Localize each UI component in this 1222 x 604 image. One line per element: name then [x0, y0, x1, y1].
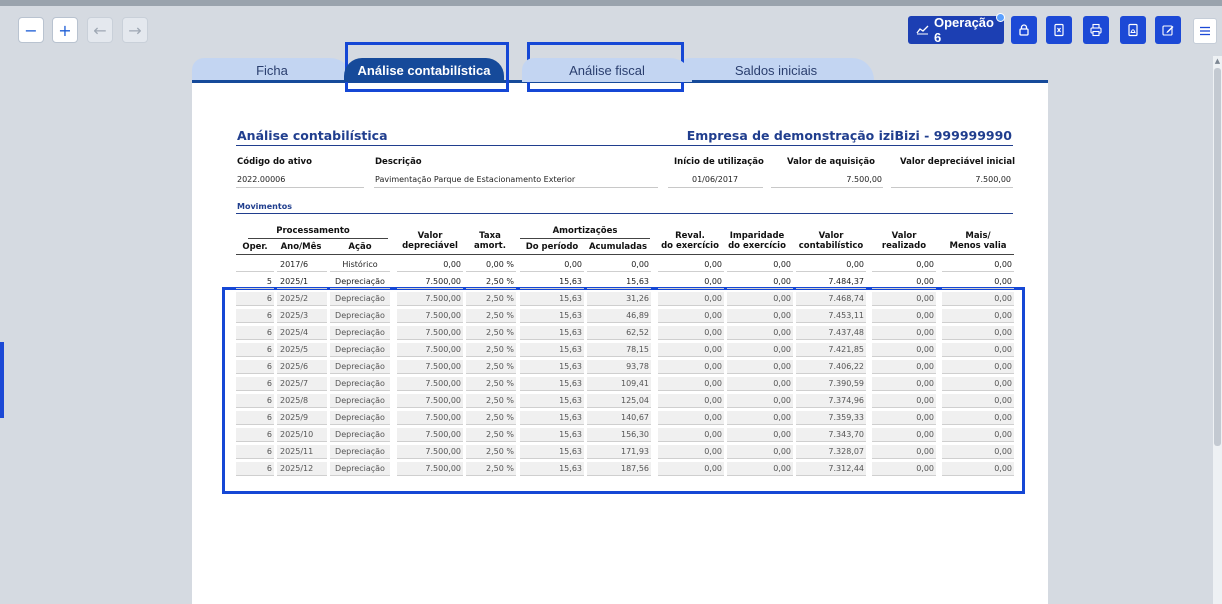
col-reval: Reval. do exercício — [661, 231, 719, 251]
cell-imparidade: 0,00 — [727, 394, 793, 408]
movements-divider — [236, 213, 1013, 214]
cell-anomes: 2025/6 — [277, 360, 327, 374]
cell-taxa: 2,50 % — [466, 292, 516, 306]
cell-taxa: 2,50 % — [466, 343, 516, 357]
cell-realizado: 0,00 — [872, 445, 936, 459]
cell-maismenos: 0,00 — [942, 326, 1014, 340]
top-frame-bar — [0, 0, 1222, 6]
table-row[interactable] — [236, 275, 1014, 290]
cell-oper: 6 — [236, 326, 274, 340]
cell-maismenos: 0,00 — [942, 377, 1014, 391]
cell-reval: 0,00 — [658, 292, 724, 306]
cell-reval: 0,00 — [658, 377, 724, 391]
cell-imparidade: 0,00 — [727, 360, 793, 374]
cell-contabilistico: 7.328,07 — [796, 445, 866, 459]
cell-valor-dep: 7.500,00 — [397, 343, 463, 357]
field-underline — [236, 187, 364, 188]
back-button[interactable]: ← — [87, 17, 113, 43]
col-group-rule — [248, 238, 388, 239]
cell-contabilistico: 7.390,59 — [796, 377, 866, 391]
cell-periodo: 15,63 — [520, 394, 584, 408]
cell-contabilistico: 7.453,11 — [796, 309, 866, 323]
scrollbar-thumb[interactable] — [1214, 68, 1221, 446]
cell-valor-dep: 7.500,00 — [397, 360, 463, 374]
excel-export-button[interactable] — [1046, 16, 1072, 44]
cell-valor-dep: 0,00 — [397, 258, 463, 272]
cell-oper: 6 — [236, 428, 274, 442]
zoom-in-button[interactable]: + — [52, 17, 78, 43]
field-underline — [668, 187, 763, 188]
col-valor-contabilistico: Valor contabilístico — [798, 231, 864, 251]
cell-reval: 0,00 — [658, 411, 724, 425]
zoom-out-button[interactable]: − — [18, 17, 44, 43]
cell-anomes: 2025/8 — [277, 394, 327, 408]
cell-anomes: 2025/7 — [277, 377, 327, 391]
cell-contabilistico: 7.484,37 — [796, 275, 866, 289]
table-row[interactable] — [236, 360, 1014, 375]
col-acao: Ação — [348, 242, 372, 252]
cell-oper: 6 — [236, 394, 274, 408]
cell-oper: 6 — [236, 411, 274, 425]
cell-taxa: 2,50 % — [466, 445, 516, 459]
cell-reval: 0,00 — [658, 343, 724, 357]
col-taxa: Taxa amort. — [474, 231, 506, 251]
cell-periodo: 0,00 — [520, 258, 584, 272]
cell-imparidade: 0,00 — [727, 411, 793, 425]
cell-imparidade: 0,00 — [727, 292, 793, 306]
cell-realizado: 0,00 — [872, 292, 936, 306]
cell-maismenos: 0,00 — [942, 445, 1014, 459]
cell-oper: 6 — [236, 292, 274, 306]
cell-oper: 6 — [236, 377, 274, 391]
cell-imparidade: 0,00 — [727, 377, 793, 391]
operation-button[interactable] — [908, 16, 1004, 44]
cell-valor-dep: 7.500,00 — [397, 275, 463, 289]
cell-acumuladas: 93,78 — [587, 360, 651, 374]
cell-oper: 6 — [236, 309, 274, 323]
col-valor-depreciavel: Valor depreciável — [402, 231, 458, 251]
cell-imparidade: 0,00 — [727, 428, 793, 442]
cell-realizado: 0,00 — [872, 343, 936, 357]
start-date-label: Início de utilização — [674, 157, 764, 167]
table-row[interactable] — [236, 445, 1014, 460]
cell-acumuladas: 125,04 — [587, 394, 651, 408]
col-oper: Oper. — [242, 242, 268, 252]
cell-valor-dep: 7.500,00 — [397, 292, 463, 306]
cell-contabilistico: 7.437,48 — [796, 326, 866, 340]
cell-realizado: 0,00 — [872, 377, 936, 391]
cell-imparidade: 0,00 — [727, 275, 793, 289]
cell-anomes: 2025/4 — [277, 326, 327, 340]
cell-acumuladas: 15,63 — [587, 275, 651, 289]
printer-icon — [1089, 23, 1103, 37]
cell-realizado: 0,00 — [872, 258, 936, 272]
cell-acao: Depreciação — [330, 292, 390, 306]
cell-reval: 0,00 — [658, 258, 724, 272]
asset-code-value: 2022.00006 — [237, 175, 286, 184]
cell-reval: 0,00 — [658, 428, 724, 442]
table-row[interactable] — [236, 258, 1014, 273]
cell-reval: 0,00 — [658, 394, 724, 408]
cell-periodo: 15,63 — [520, 428, 584, 442]
cell-periodo: 15,63 — [520, 462, 584, 476]
cell-contabilistico: 7.359,33 — [796, 411, 866, 425]
cell-maismenos: 0,00 — [942, 292, 1014, 306]
cell-acumuladas: 140,67 — [587, 411, 651, 425]
cell-contabilistico: 7.406,22 — [796, 360, 866, 374]
cell-imparidade: 0,00 — [727, 462, 793, 476]
cell-imparidade: 0,00 — [727, 445, 793, 459]
cell-valor-dep: 7.500,00 — [397, 394, 463, 408]
cell-valor-dep: 7.500,00 — [397, 309, 463, 323]
cell-maismenos: 0,00 — [942, 411, 1014, 425]
operation-label: Operação 6 — [934, 15, 994, 45]
start-date-value: 01/06/2017 — [692, 175, 739, 184]
company-name: Empresa de demonstração iziBizi - 999999990 — [686, 128, 1012, 143]
cell-oper: 6 — [236, 360, 274, 374]
col-do-periodo: Do período — [525, 242, 579, 252]
cell-taxa: 0,00 % — [466, 258, 516, 272]
cell-acao: Depreciação — [330, 343, 390, 357]
cell-reval: 0,00 — [658, 326, 724, 340]
chart-line-icon — [916, 23, 929, 38]
movements-title: Movimentos — [237, 202, 292, 211]
cell-taxa: 2,50 % — [466, 360, 516, 374]
cell-contabilistico: 7.343,70 — [796, 428, 866, 442]
cell-realizado: 0,00 — [872, 275, 936, 289]
cell-oper: 6 — [236, 462, 274, 476]
cell-acumuladas: 78,15 — [587, 343, 651, 357]
cell-anomes: 2025/5 — [277, 343, 327, 357]
title-divider — [236, 145, 1013, 146]
cell-acumuladas: 0,00 — [587, 258, 651, 272]
cell-valor-dep: 7.500,00 — [397, 445, 463, 459]
cell-acao: Depreciação — [330, 275, 390, 289]
cell-maismenos: 0,00 — [942, 394, 1014, 408]
excel-file-icon — [1052, 23, 1066, 37]
cell-periodo: 15,63 — [520, 360, 584, 374]
cell-anomes: 2017/6 — [277, 258, 327, 272]
table-row[interactable] — [236, 394, 1014, 409]
cell-acao: Depreciação — [330, 360, 390, 374]
cell-reval: 0,00 — [658, 462, 724, 476]
cell-maismenos: 0,00 — [942, 428, 1014, 442]
cell-acao: Depreciação — [330, 411, 390, 425]
table-row[interactable] — [236, 292, 1014, 307]
cell-anomes: 2025/12 — [277, 462, 327, 476]
cell-periodo: 15,63 — [520, 377, 584, 391]
side-panel-handle[interactable] — [0, 342, 4, 418]
cell-acao: Depreciação — [330, 428, 390, 442]
col-group-rule — [520, 238, 650, 239]
menu-button[interactable] — [1193, 18, 1217, 44]
tab-ficha[interactable]: Ficha — [192, 58, 352, 82]
cell-imparidade: 0,00 — [727, 326, 793, 340]
cell-acumuladas: 31,26 — [587, 292, 651, 306]
cell-acao: Depreciação — [330, 326, 390, 340]
table-row[interactable] — [236, 326, 1014, 341]
cell-anomes: 2025/1 — [277, 275, 327, 289]
field-underline — [891, 187, 1013, 188]
cell-periodo: 15,63 — [520, 326, 584, 340]
cell-maismenos: 0,00 — [942, 309, 1014, 323]
col-ano-mes: Ano/Mês — [280, 242, 322, 252]
cell-anomes: 2025/10 — [277, 428, 327, 442]
cell-taxa: 2,50 % — [466, 309, 516, 323]
cell-valor-dep: 7.500,00 — [397, 377, 463, 391]
pdf-export-button[interactable] — [1120, 16, 1146, 44]
depreciable-value: 7.500,00 — [975, 175, 1011, 184]
tab-saldos-iniciais[interactable]: Saldos iniciais — [678, 58, 874, 82]
cell-acumuladas: 171,93 — [587, 445, 651, 459]
cell-periodo: 15,63 — [520, 343, 584, 357]
cell-acao: Depreciação — [330, 377, 390, 391]
notification-dot — [996, 13, 1005, 22]
cell-acumuladas: 109,41 — [587, 377, 651, 391]
cell-oper: 5 — [236, 275, 274, 289]
cell-acumuladas: 187,56 — [587, 462, 651, 476]
cell-realizado: 0,00 — [872, 360, 936, 374]
cell-anomes: 2025/2 — [277, 292, 327, 306]
col-imparidade: Imparidade do exercício — [728, 231, 786, 251]
cell-reval: 0,00 — [658, 445, 724, 459]
cell-maismenos: 0,00 — [942, 360, 1014, 374]
cell-realizado: 0,00 — [872, 411, 936, 425]
field-underline — [374, 187, 658, 188]
cell-contabilistico: 0,00 — [796, 258, 866, 272]
cell-contabilistico: 7.468,74 — [796, 292, 866, 306]
cell-taxa: 2,50 % — [466, 377, 516, 391]
cell-valor-dep: 7.500,00 — [397, 428, 463, 442]
cell-periodo: 15,63 — [520, 445, 584, 459]
acquisition-value-label: Valor de aquisição — [787, 157, 875, 167]
cell-reval: 0,00 — [658, 360, 724, 374]
table-row[interactable] — [236, 411, 1014, 426]
cell-acao: Histórico — [330, 258, 390, 272]
cell-oper: 6 — [236, 343, 274, 357]
cell-imparidade: 0,00 — [727, 258, 793, 272]
cell-valor-dep: 7.500,00 — [397, 462, 463, 476]
cell-periodo: 15,63 — [520, 275, 584, 289]
cell-maismenos: 0,00 — [942, 462, 1014, 476]
depreciable-value-label: Valor depreciável inicial — [900, 157, 1015, 167]
cell-acao: Depreciação — [330, 309, 390, 323]
description-label: Descrição — [375, 157, 422, 167]
cell-contabilistico: 7.421,85 — [796, 343, 866, 357]
tab-analise-fiscal[interactable]: Análise fiscal — [522, 58, 692, 82]
cell-anomes: 2025/11 — [277, 445, 327, 459]
forward-button[interactable]: → — [122, 17, 148, 43]
cell-realizado: 0,00 — [872, 394, 936, 408]
col-mais-menos-valia: Mais/ Menos valia — [949, 231, 1007, 251]
cell-imparidade: 0,00 — [727, 309, 793, 323]
cell-realizado: 0,00 — [872, 428, 936, 442]
description-value: Pavimentação Parque de Estacionamento Exterior — [375, 175, 576, 184]
col-group-amortizacoes: Amortizações — [552, 226, 618, 236]
cell-maismenos: 0,00 — [942, 275, 1014, 289]
table-row[interactable] — [236, 343, 1014, 358]
cell-valor-dep: 7.500,00 — [397, 411, 463, 425]
cell-taxa: 2,50 % — [466, 394, 516, 408]
cell-maismenos: 0,00 — [942, 343, 1014, 357]
header-bottom-rule — [236, 254, 1014, 255]
cell-periodo: 15,63 — [520, 411, 584, 425]
cell-acumuladas: 62,52 — [587, 326, 651, 340]
table-row[interactable] — [236, 428, 1014, 443]
scroll-up-arrow-icon[interactable]: ▲ — [1214, 57, 1221, 65]
cell-anomes: 2025/9 — [277, 411, 327, 425]
cell-realizado: 0,00 — [872, 309, 936, 323]
cell-reval: 0,00 — [658, 309, 724, 323]
pdf-file-icon — [1126, 23, 1140, 37]
hamburger-icon — [1199, 26, 1211, 36]
field-underline — [771, 187, 883, 188]
col-valor-realizado: Valor realizado — [881, 231, 927, 251]
cell-taxa: 2,50 % — [466, 275, 516, 289]
print-button[interactable] — [1083, 16, 1109, 44]
cell-maismenos: 0,00 — [942, 258, 1014, 272]
cell-taxa: 2,50 % — [466, 462, 516, 476]
cell-acumuladas: 46,89 — [587, 309, 651, 323]
tab-analise-contabilistica[interactable]: Análise contabilística — [344, 58, 504, 82]
report-title: Análise contabilística — [237, 128, 388, 143]
table-row[interactable] — [236, 377, 1014, 392]
cell-contabilistico: 7.374,96 — [796, 394, 866, 408]
table-row[interactable] — [236, 309, 1014, 324]
lock-icon — [1017, 23, 1031, 37]
cell-acao: Depreciação — [330, 394, 390, 408]
cell-acao: Depreciação — [330, 445, 390, 459]
lock-button[interactable] — [1011, 16, 1037, 44]
asset-code-label: Código do ativo — [237, 157, 312, 167]
cell-acumuladas: 156,30 — [587, 428, 651, 442]
cell-realizado: 0,00 — [872, 462, 936, 476]
cell-periodo: 15,63 — [520, 292, 584, 306]
acquisition-value: 7.500,00 — [846, 175, 882, 184]
cell-reval: 0,00 — [658, 275, 724, 289]
cell-imparidade: 0,00 — [727, 343, 793, 357]
cell-oper: 6 — [236, 445, 274, 459]
cell-taxa: 2,50 % — [466, 411, 516, 425]
edit-icon — [1161, 23, 1175, 37]
cell-taxa: 2,50 % — [466, 326, 516, 340]
cell-realizado: 0,00 — [872, 326, 936, 340]
cell-valor-dep: 7.500,00 — [397, 326, 463, 340]
edit-button[interactable] — [1155, 16, 1181, 44]
cell-acao: Depreciação — [330, 462, 390, 476]
cell-anomes: 2025/3 — [277, 309, 327, 323]
cell-periodo: 15,63 — [520, 309, 584, 323]
cell-oper — [236, 258, 274, 272]
cell-taxa: 2,50 % — [466, 428, 516, 442]
col-group-processamento: Processamento — [276, 226, 350, 236]
table-row[interactable] — [236, 462, 1014, 477]
cell-contabilistico: 7.312,44 — [796, 462, 866, 476]
col-acumuladas: Acumuladas — [588, 242, 648, 252]
